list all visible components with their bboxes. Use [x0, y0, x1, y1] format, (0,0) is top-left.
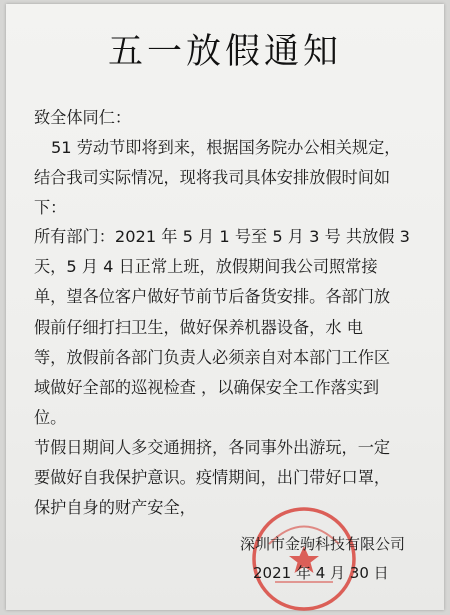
- body-line: 节假日期间人多交通拥挤，各同事外出游玩，一定: [34, 438, 391, 457]
- body-line: 保护自身的财产安全，: [34, 498, 196, 517]
- notice-date: 2021 年 4 月 30 日: [253, 564, 389, 582]
- body-line: 单，望各位客户做好节前节后备货安排。各部门放: [34, 287, 391, 306]
- body-line: 要做好自我保护意识。疫情期间，出门带好口罩，: [34, 468, 391, 487]
- company-name: 深圳市金驹科技有限公司: [240, 535, 406, 553]
- notice-title: 五一放假通知: [107, 32, 342, 72]
- body-line: 域做好全部的巡视检查 ，以确保安全工作落实到: [34, 378, 380, 397]
- body-line: 天，5 月 4 日正常上班，放假期间我公司照常接: [34, 257, 378, 276]
- body-line: 所有部门：2021 年 5 月 1 号至 5 月 3 号 共放假 3: [34, 227, 410, 246]
- body-line: 位。: [34, 408, 67, 427]
- body-line: 等，放假前各部门负责人必须亲自对本部门工作区: [34, 348, 391, 367]
- body-line: 下：: [34, 198, 67, 217]
- body-line: 假前仔细打扫卫生，做好保养机器设备，水 电: [34, 318, 363, 337]
- body-line: 结合我司实际情况，现将我司具体安排放假时间如: [34, 168, 391, 187]
- body-line: 51 劳动节即将到来，根据国务院办公相关规定，: [51, 138, 401, 157]
- notice-paper: [6, 4, 444, 610]
- company-seal: [249, 504, 359, 614]
- greeting: 致全体同仁：: [34, 108, 132, 127]
